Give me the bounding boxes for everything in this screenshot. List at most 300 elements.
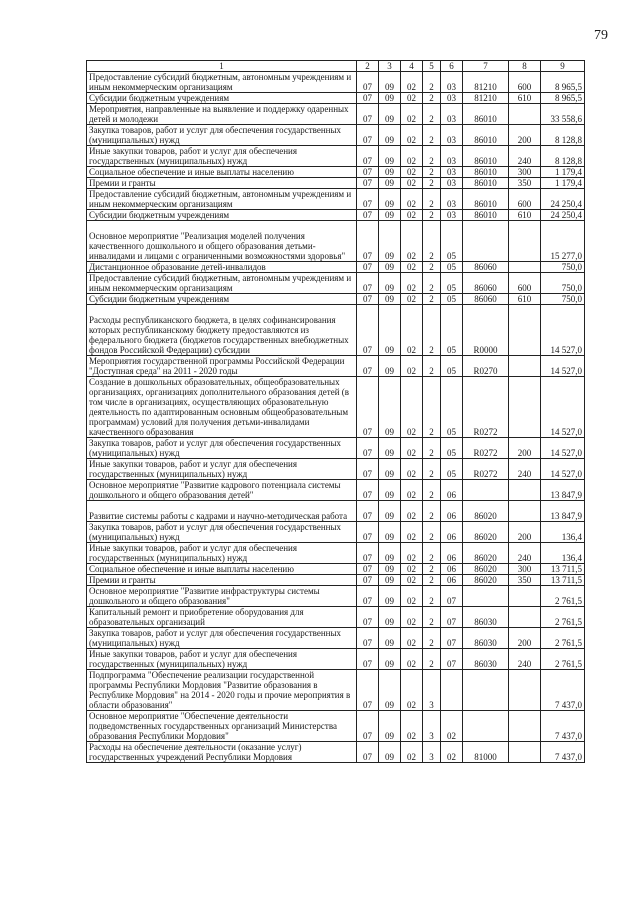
row-code: 07	[357, 649, 379, 670]
column-header: 9	[541, 61, 585, 72]
row-amount: 8 965,5	[541, 72, 585, 93]
row-name: Основное мероприятие "Развитие кадрового потенциала системы дошкольного и общего образования детей"	[87, 480, 357, 501]
row-code: 02	[401, 670, 423, 711]
table-row	[87, 72, 585, 93]
row-code: 07	[357, 273, 379, 294]
row-code: 2	[423, 294, 441, 305]
row-amount: 8 128,8	[541, 146, 585, 167]
row-code	[509, 670, 541, 711]
row-name: Развитие системы работы с кадрами и научно-методическая работа	[87, 501, 357, 522]
row-amount: 14 527,0	[541, 305, 585, 356]
row-code: 09	[379, 125, 401, 146]
row-code: 03	[441, 167, 463, 178]
row-code	[509, 356, 541, 377]
row-code: 09	[379, 607, 401, 628]
row-code: 07	[357, 125, 379, 146]
row-name: Иные закупки товаров, работ и услуг для обеспечения государственных (муниципальных) нужд	[87, 459, 357, 480]
row-code: 300	[509, 564, 541, 575]
row-amount: 13 711,5	[541, 564, 585, 575]
row-code: 86020	[463, 564, 509, 575]
row-code: 09	[379, 273, 401, 294]
column-header: 1	[87, 61, 357, 72]
row-amount: 750,0	[541, 262, 585, 273]
row-code: 86020	[463, 575, 509, 586]
page-number: 79	[594, 28, 608, 43]
row-code: 2	[423, 178, 441, 189]
row-code: 350	[509, 575, 541, 586]
row-code: 05	[441, 262, 463, 273]
row-name: Закупка товаров, работ и услуг для обеспечения государственных (муниципальных) нужд	[87, 628, 357, 649]
row-code: 86010	[463, 104, 509, 125]
row-code: 2	[423, 93, 441, 104]
row-code: 2	[423, 564, 441, 575]
table-row	[87, 586, 585, 607]
table-body	[87, 72, 585, 763]
row-code: 07	[357, 564, 379, 575]
row-code: 02	[401, 93, 423, 104]
row-name: Предоставление субсидий бюджетным, автономным учреждениям и иным некоммерческим организациям	[87, 273, 357, 294]
row-code: 02	[401, 178, 423, 189]
row-code: 06	[441, 564, 463, 575]
row-code: 06	[441, 575, 463, 586]
row-code: 07	[357, 480, 379, 501]
row-code: 07	[357, 628, 379, 649]
row-amount: 2 761,5	[541, 607, 585, 628]
row-code: 200	[509, 628, 541, 649]
row-code: 86030	[463, 649, 509, 670]
row-code: 3	[423, 742, 441, 763]
row-code: 09	[379, 93, 401, 104]
row-code: 09	[379, 189, 401, 210]
row-code: 02	[401, 607, 423, 628]
row-code: 09	[379, 480, 401, 501]
row-code: 2	[423, 210, 441, 221]
row-code: 06	[441, 480, 463, 501]
table-row	[87, 575, 585, 586]
row-amount: 24 250,4	[541, 189, 585, 210]
column-header: 3	[379, 61, 401, 72]
table-row	[87, 178, 585, 189]
row-code	[509, 104, 541, 125]
row-code: 07	[357, 742, 379, 763]
table-row	[87, 459, 585, 480]
row-code: 02	[401, 167, 423, 178]
row-code: R0272	[463, 377, 509, 438]
row-code: 600	[509, 273, 541, 294]
row-amount: 14 527,0	[541, 377, 585, 438]
row-name: Основное мероприятие "Обеспечение деятельности подведомственных государственных организаций Министерства образования Республики Мордовия"	[87, 711, 357, 742]
row-amount: 2 761,5	[541, 628, 585, 649]
row-code: 09	[379, 649, 401, 670]
row-code: 02	[401, 72, 423, 93]
row-code	[463, 586, 509, 607]
table-row	[87, 649, 585, 670]
column-header: 7	[463, 61, 509, 72]
row-code: 200	[509, 125, 541, 146]
row-code: 09	[379, 210, 401, 221]
row-code: 610	[509, 93, 541, 104]
row-name: Создание в дошкольных образовательных, общеобразовательных организациях, организациях дополнительного образования детей (в том числе в организациях, осуществляющих образовательную деятельность по адаптированным основным общеобразовательным программам) условий для получения детьми-инвалидами качественного образования	[87, 377, 357, 438]
row-code: 02	[401, 575, 423, 586]
row-name: Иные закупки товаров, работ и услуг для обеспечения государственных (муниципальных) нужд	[87, 543, 357, 564]
table-row	[87, 104, 585, 125]
table-row	[87, 480, 585, 501]
row-code: 07	[357, 294, 379, 305]
row-code: 09	[379, 586, 401, 607]
row-code: 07	[357, 305, 379, 356]
row-code: 09	[379, 628, 401, 649]
table-row	[87, 564, 585, 575]
row-code: 09	[379, 564, 401, 575]
row-code: 09	[379, 459, 401, 480]
row-amount: 750,0	[541, 294, 585, 305]
row-code: 86030	[463, 607, 509, 628]
row-code: 06	[441, 543, 463, 564]
row-code: 07	[357, 178, 379, 189]
row-code: 02	[401, 356, 423, 377]
table-row	[87, 607, 585, 628]
table-row	[87, 438, 585, 459]
row-code: R0000	[463, 305, 509, 356]
row-code: 86060	[463, 273, 509, 294]
row-code: 09	[379, 711, 401, 742]
row-code: 86010	[463, 146, 509, 167]
row-code: 2	[423, 480, 441, 501]
row-code: 2	[423, 377, 441, 438]
row-amount: 13 847,9	[541, 480, 585, 501]
row-code: 86030	[463, 628, 509, 649]
row-code: 2	[423, 146, 441, 167]
row-code: 02	[401, 377, 423, 438]
row-code: 02	[401, 586, 423, 607]
row-code: 02	[401, 459, 423, 480]
budget-table	[86, 60, 585, 763]
row-code: 02	[441, 711, 463, 742]
row-code: 09	[379, 543, 401, 564]
row-code: 05	[441, 273, 463, 294]
table-row	[87, 125, 585, 146]
row-code: 86020	[463, 522, 509, 543]
row-code	[441, 670, 463, 711]
column-header: 2	[357, 61, 379, 72]
row-code	[463, 711, 509, 742]
row-code: 86020	[463, 501, 509, 522]
row-code: 02	[401, 649, 423, 670]
row-amount: 24 250,4	[541, 210, 585, 221]
column-header: 8	[509, 61, 541, 72]
row-code: 86020	[463, 543, 509, 564]
row-amount: 1 179,4	[541, 178, 585, 189]
row-code: 240	[509, 146, 541, 167]
table-row	[87, 273, 585, 294]
row-code: 09	[379, 377, 401, 438]
row-code: 2	[423, 459, 441, 480]
row-amount: 750,0	[541, 273, 585, 294]
row-code	[463, 221, 509, 262]
row-code: 2	[423, 586, 441, 607]
table-row	[87, 210, 585, 221]
row-name: Основное мероприятие "Развитие инфраструктуры системы дошкольного и общего образования"	[87, 586, 357, 607]
row-name: Основное мероприятие "Реализация моделей получения качественного дошкольного и общего образования детьми-инвалидами и лицами с ограниченными возможностями здоровья"	[87, 221, 357, 262]
row-name: Закупка товаров, работ и услуг для обеспечения государственных (муниципальных) нужд	[87, 438, 357, 459]
row-code: 07	[357, 501, 379, 522]
row-code: 07	[357, 210, 379, 221]
row-code: 86010	[463, 125, 509, 146]
row-code: 2	[423, 522, 441, 543]
table-row	[87, 711, 585, 742]
row-amount: 15 277,0	[541, 221, 585, 262]
table-row	[87, 221, 585, 262]
row-code: 09	[379, 167, 401, 178]
row-code: 02	[401, 480, 423, 501]
table-row	[87, 305, 585, 356]
row-code: 05	[441, 459, 463, 480]
row-code: 07	[357, 104, 379, 125]
row-code: 09	[379, 438, 401, 459]
row-code: 81210	[463, 72, 509, 93]
row-code: 300	[509, 167, 541, 178]
row-code: 07	[357, 575, 379, 586]
row-code: 2	[423, 72, 441, 93]
row-code: 2	[423, 607, 441, 628]
row-code: 02	[401, 711, 423, 742]
row-code: 2	[423, 262, 441, 273]
row-name: Расходы республиканского бюджета, в целях софинансирования которых республиканскому бюджету предоставляются из федерального бюджета (бюджетов государственных внебюджетных фондов Российской Федерации) субсидии	[87, 305, 357, 356]
row-amount: 136,4	[541, 522, 585, 543]
row-code: 2	[423, 273, 441, 294]
row-code	[509, 305, 541, 356]
header-row	[87, 61, 585, 72]
row-code: 2	[423, 575, 441, 586]
table-row	[87, 356, 585, 377]
row-name: Субсидии бюджетным учреждениям	[87, 210, 357, 221]
row-code: 2	[423, 167, 441, 178]
row-code: 240	[509, 459, 541, 480]
row-code: 05	[441, 356, 463, 377]
row-name: Предоставление субсидий бюджетным, автономным учреждениям и иным некоммерческим организациям	[87, 189, 357, 210]
row-amount: 7 437,0	[541, 711, 585, 742]
table-row	[87, 742, 585, 763]
row-code: 350	[509, 178, 541, 189]
row-code: 02	[401, 189, 423, 210]
row-amount: 14 527,0	[541, 459, 585, 480]
row-code: 2	[423, 543, 441, 564]
row-code: 86060	[463, 262, 509, 273]
row-code: 09	[379, 522, 401, 543]
row-amount: 13 711,5	[541, 575, 585, 586]
row-code: 240	[509, 649, 541, 670]
row-amount: 1 179,4	[541, 167, 585, 178]
row-amount: 13 847,9	[541, 501, 585, 522]
row-code: 02	[401, 543, 423, 564]
row-code: 2	[423, 189, 441, 210]
row-code: 200	[509, 522, 541, 543]
row-code	[509, 742, 541, 763]
row-code: 02	[401, 104, 423, 125]
row-code	[463, 670, 509, 711]
row-code: 07	[441, 607, 463, 628]
row-code: 610	[509, 294, 541, 305]
row-code: 86010	[463, 167, 509, 178]
row-amount: 7 437,0	[541, 742, 585, 763]
row-code: 03	[441, 189, 463, 210]
row-code: 02	[401, 125, 423, 146]
row-amount: 14 527,0	[541, 356, 585, 377]
row-code: 09	[379, 294, 401, 305]
row-code: 02	[401, 522, 423, 543]
table-row	[87, 628, 585, 649]
row-amount: 33 558,6	[541, 104, 585, 125]
row-code: 3	[423, 670, 441, 711]
table-row	[87, 294, 585, 305]
row-code: 07	[357, 167, 379, 178]
row-code: 07	[441, 586, 463, 607]
row-code: 200	[509, 438, 541, 459]
row-code: 07	[357, 459, 379, 480]
row-amount: 8 965,5	[541, 93, 585, 104]
row-name: Иные закупки товаров, работ и услуг для обеспечения государственных (муниципальных) нужд	[87, 649, 357, 670]
row-code: 03	[441, 72, 463, 93]
row-code: 81210	[463, 93, 509, 104]
row-code	[509, 377, 541, 438]
row-code: 610	[509, 210, 541, 221]
row-name: Закупка товаров, работ и услуг для обеспечения государственных (муниципальных) нужд	[87, 125, 357, 146]
row-code: 06	[441, 522, 463, 543]
row-code: 05	[441, 221, 463, 262]
row-code: 05	[441, 377, 463, 438]
row-name: Предоставление субсидий бюджетным, автономным учреждениям и иным некоммерческим организациям	[87, 72, 357, 93]
row-code: 3	[423, 711, 441, 742]
row-code: 07	[441, 649, 463, 670]
row-name: Подпрограмма "Обеспечение реализации государственной программы Республики Мордовия "Развитие образования в Республике Мордовия" на 2014 - 2020 годы и прочие мероприятия в области образования"	[87, 670, 357, 711]
row-code: 02	[401, 146, 423, 167]
row-name: Закупка товаров, работ и услуг для обеспечения государственных (муниципальных) нужд	[87, 522, 357, 543]
row-amount: 136,4	[541, 543, 585, 564]
row-code: 09	[379, 575, 401, 586]
row-code: 07	[357, 438, 379, 459]
table-row	[87, 501, 585, 522]
row-code: 07	[357, 221, 379, 262]
row-code: R0272	[463, 438, 509, 459]
row-code: 600	[509, 189, 541, 210]
row-code	[463, 480, 509, 501]
table-row	[87, 522, 585, 543]
row-code: 02	[401, 564, 423, 575]
row-code: 09	[379, 178, 401, 189]
row-code: 02	[401, 294, 423, 305]
row-code: 05	[441, 294, 463, 305]
row-name: Дистанционное образование детей-инвалидов	[87, 262, 357, 273]
row-code: 03	[441, 125, 463, 146]
row-code: 07	[441, 628, 463, 649]
table-row	[87, 377, 585, 438]
row-code: 02	[401, 221, 423, 262]
row-code: R0270	[463, 356, 509, 377]
row-amount: 14 527,0	[541, 438, 585, 459]
row-code: 86060	[463, 294, 509, 305]
row-code: 02	[401, 305, 423, 356]
row-code: 03	[441, 210, 463, 221]
table-row	[87, 93, 585, 104]
row-code: 09	[379, 356, 401, 377]
row-code: 09	[379, 262, 401, 273]
row-code: 07	[357, 543, 379, 564]
row-code: 02	[401, 628, 423, 649]
row-code: 03	[441, 104, 463, 125]
column-header: 6	[441, 61, 463, 72]
row-code: 86010	[463, 189, 509, 210]
row-name: Мероприятия государственной программы Российской Федерации "Доступная среда" на 2011 - 2020 годы	[87, 356, 357, 377]
row-code: 86010	[463, 178, 509, 189]
row-code: 09	[379, 501, 401, 522]
row-name: Социальное обеспечение и иные выплаты населению	[87, 564, 357, 575]
row-amount: 2 761,5	[541, 586, 585, 607]
row-name: Мероприятия, направленные на выявление и поддержку одаренных детей и молодежи	[87, 104, 357, 125]
row-code: 07	[357, 607, 379, 628]
row-code: 07	[357, 146, 379, 167]
row-code: 2	[423, 221, 441, 262]
row-name: Субсидии бюджетным учреждениям	[87, 93, 357, 104]
row-code: 02	[401, 210, 423, 221]
row-code: 2	[423, 628, 441, 649]
row-code: 02	[401, 273, 423, 294]
row-code: 02	[441, 742, 463, 763]
row-code: 2	[423, 438, 441, 459]
row-amount: 8 128,8	[541, 125, 585, 146]
row-code: 240	[509, 543, 541, 564]
row-code: 06	[441, 501, 463, 522]
row-name: Социальное обеспечение и иные выплаты населению	[87, 167, 357, 178]
row-code: 2	[423, 125, 441, 146]
row-code: 05	[441, 305, 463, 356]
row-code: 03	[441, 146, 463, 167]
row-amount: 7 437,0	[541, 670, 585, 711]
table-row	[87, 167, 585, 178]
row-code: 09	[379, 221, 401, 262]
row-code: 09	[379, 670, 401, 711]
row-code: 07	[357, 586, 379, 607]
row-code: 2	[423, 104, 441, 125]
row-code: 03	[441, 178, 463, 189]
row-code	[509, 607, 541, 628]
row-name: Премии и гранты	[87, 575, 357, 586]
row-code: 09	[379, 72, 401, 93]
row-code	[509, 480, 541, 501]
row-code: 07	[357, 670, 379, 711]
row-code: 07	[357, 72, 379, 93]
row-code	[509, 586, 541, 607]
row-code	[509, 501, 541, 522]
row-code: 2	[423, 356, 441, 377]
row-code: 09	[379, 146, 401, 167]
row-code: 07	[357, 189, 379, 210]
row-name: Капитальный ремонт и приобретение оборудования для образовательных организаций	[87, 607, 357, 628]
row-code: 03	[441, 93, 463, 104]
row-code	[509, 221, 541, 262]
row-code: 02	[401, 438, 423, 459]
row-name: Расходы на обеспечение деятельности (оказание услуг) государственных учреждений Республики Мордовия	[87, 742, 357, 763]
row-code: 07	[357, 711, 379, 742]
row-code: 09	[379, 104, 401, 125]
row-code: 02	[401, 262, 423, 273]
row-code: 600	[509, 72, 541, 93]
row-code: 86010	[463, 210, 509, 221]
row-code: 81000	[463, 742, 509, 763]
row-code: 07	[357, 356, 379, 377]
row-code: 2	[423, 305, 441, 356]
row-code: 07	[357, 377, 379, 438]
row-amount: 2 761,5	[541, 649, 585, 670]
